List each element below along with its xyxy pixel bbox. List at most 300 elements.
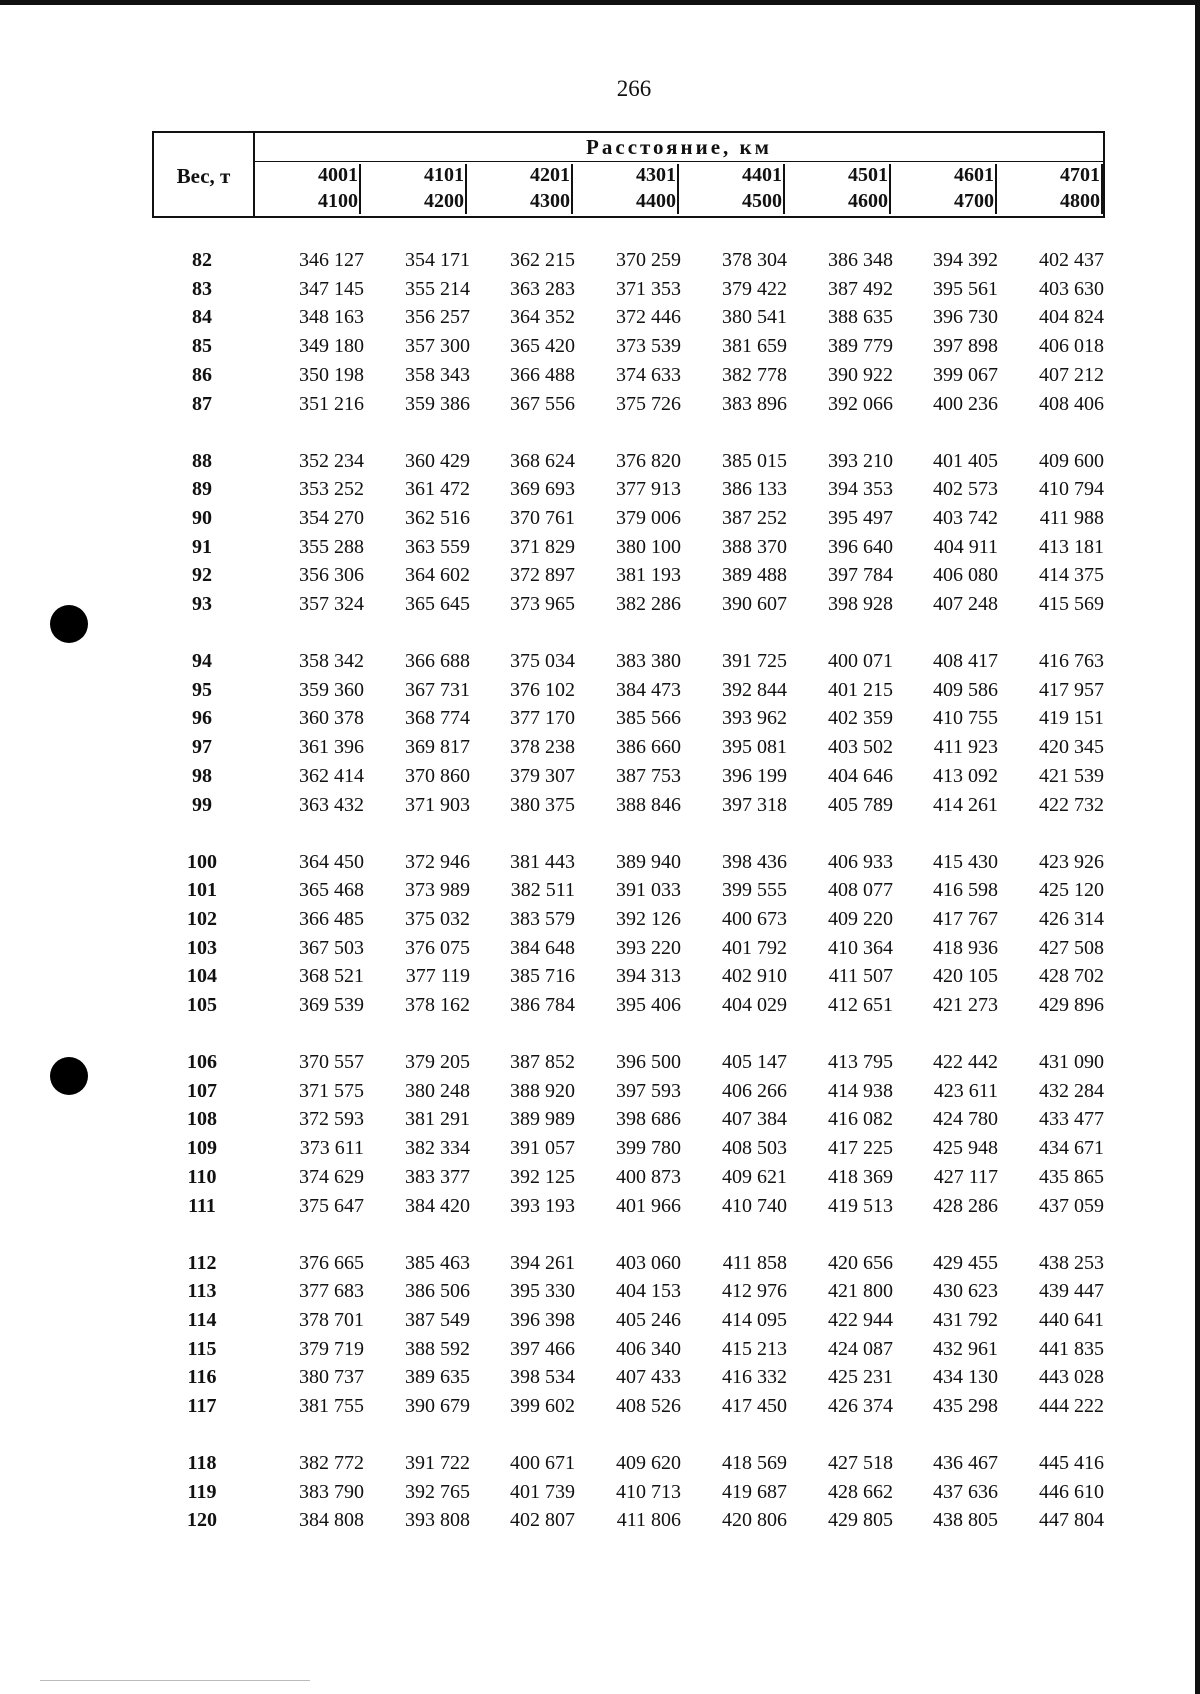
price-cell: 382 286	[616, 593, 681, 615]
table-row	[0, 1481, 1200, 1509]
price-cell: 413 181	[1039, 535, 1104, 558]
price-cell: 409 620	[616, 1452, 681, 1474]
weight-cell: 113	[187, 1280, 217, 1303]
price-cell: 385 566	[616, 707, 681, 730]
price-cell: 352 234	[299, 449, 364, 472]
price-cell: 394 261	[510, 1251, 575, 1274]
price-cell: 411 507	[828, 965, 893, 988]
price-cell: 408 503	[722, 1137, 787, 1160]
price-cell: 434 130	[933, 1366, 998, 1389]
price-cell: 397 898	[933, 335, 998, 358]
weight-cell: 102	[187, 907, 217, 930]
price-cell: 415 213	[722, 1337, 787, 1360]
column-divider	[1101, 164, 1103, 214]
price-cell: 426 374	[828, 1395, 893, 1417]
price-cell: 386 506	[405, 1280, 470, 1303]
price-cell: 438 253	[1039, 1251, 1104, 1274]
price-cell: 407 212	[1039, 363, 1104, 386]
weight-cell: 83	[192, 277, 212, 300]
weight-cell: 104	[187, 965, 217, 988]
price-cell: 389 488	[722, 564, 787, 587]
price-cell: 384 420	[405, 1194, 470, 1217]
price-cell: 386 348	[828, 249, 893, 271]
price-cell: 389 779	[828, 335, 893, 358]
price-cell: 413 092	[933, 764, 998, 787]
table-row	[0, 364, 1200, 392]
price-cell: 396 500	[616, 1051, 681, 1073]
price-cell: 366 688	[405, 650, 470, 672]
price-cell: 353 252	[299, 478, 364, 501]
price-cell: 346 127	[299, 249, 364, 271]
price-cell: 421 800	[828, 1280, 893, 1303]
price-cell: 420 806	[722, 1509, 787, 1532]
weight-cell: 118	[187, 1452, 217, 1474]
distance-column-header	[573, 162, 679, 216]
price-cell: 414 375	[1039, 564, 1104, 587]
price-cell: 348 163	[299, 306, 364, 329]
price-cell: 427 508	[1039, 936, 1104, 959]
price-cell: 418 569	[722, 1452, 787, 1474]
table-row	[0, 1080, 1200, 1108]
price-cell: 367 556	[510, 392, 575, 415]
price-cell: 414 938	[828, 1079, 893, 1102]
price-cell: 383 380	[616, 650, 681, 672]
price-cell: 386 784	[510, 994, 575, 1016]
price-cell: 379 006	[616, 506, 681, 529]
price-cell: 426 314	[1039, 907, 1104, 930]
price-cell: 446 610	[1039, 1480, 1104, 1503]
weight-cell: 90	[192, 506, 212, 529]
price-cell: 381 193	[616, 564, 681, 587]
price-cell: 384 648	[510, 936, 575, 959]
weight-cell: 99	[192, 793, 212, 816]
price-cell: 439 447	[1039, 1280, 1104, 1303]
price-cell: 371 575	[299, 1079, 364, 1102]
price-cell: 396 730	[933, 306, 998, 329]
weight-cell: 119	[187, 1480, 217, 1503]
price-cell: 399 067	[933, 363, 998, 386]
price-cell: 409 220	[828, 907, 893, 930]
price-cell: 347 145	[299, 277, 364, 300]
price-cell: 395 081	[722, 736, 787, 759]
price-cell: 361 396	[299, 736, 364, 759]
price-cell: 425 120	[1039, 879, 1104, 902]
price-cell: 402 573	[933, 478, 998, 501]
price-cell: 385 716	[510, 965, 575, 988]
price-cell: 402 359	[828, 707, 893, 730]
price-cell: 390 679	[405, 1395, 470, 1417]
price-cell: 416 332	[722, 1366, 787, 1389]
price-cell: 379 422	[722, 277, 787, 300]
price-cell: 396 640	[828, 535, 893, 558]
price-cell: 395 330	[510, 1280, 575, 1303]
price-cell: 428 286	[933, 1194, 998, 1217]
price-cell: 382 778	[722, 363, 787, 386]
price-cell: 362 414	[299, 764, 364, 787]
price-cell: 398 686	[616, 1108, 681, 1131]
table-row	[0, 1108, 1200, 1136]
price-cell: 354 270	[299, 506, 364, 529]
weight-cell: 94	[192, 650, 212, 672]
price-cell: 384 473	[616, 678, 681, 701]
price-cell: 389 989	[510, 1108, 575, 1131]
price-cell: 437 636	[933, 1480, 998, 1503]
range-from: 4701	[1060, 164, 1100, 186]
price-cell: 405 147	[722, 1051, 787, 1073]
weight-cell: 110	[187, 1165, 217, 1188]
price-cell: 373 989	[405, 879, 470, 902]
price-cell: 367 731	[405, 678, 470, 701]
price-cell: 415 569	[1039, 593, 1104, 615]
price-cell: 388 592	[405, 1337, 470, 1360]
price-cell: 377 119	[405, 965, 470, 988]
price-cell: 374 629	[299, 1165, 364, 1188]
price-cell: 404 153	[616, 1280, 681, 1303]
price-cell: 409 600	[1039, 449, 1104, 472]
weight-cell: 112	[187, 1251, 217, 1274]
price-cell: 370 860	[405, 764, 470, 787]
weight-cell: 100	[187, 850, 217, 873]
table-row	[0, 478, 1200, 506]
weight-cell: 82	[192, 249, 212, 271]
price-cell: 410 755	[933, 707, 998, 730]
price-cell: 378 304	[722, 249, 787, 271]
weight-cell: 114	[187, 1308, 217, 1331]
table-row	[0, 1051, 1200, 1079]
price-cell: 445 416	[1039, 1452, 1104, 1474]
price-cell: 398 928	[828, 593, 893, 615]
price-cell: 420 105	[933, 965, 998, 988]
table-row	[0, 994, 1200, 1022]
price-cell: 408 406	[1039, 392, 1104, 415]
price-cell: 410 740	[722, 1194, 787, 1217]
price-cell: 381 291	[405, 1108, 470, 1131]
price-cell: 369 817	[405, 736, 470, 759]
price-cell: 371 353	[616, 277, 681, 300]
price-cell: 412 976	[722, 1280, 787, 1303]
price-cell: 375 726	[616, 392, 681, 415]
price-cell: 416 082	[828, 1108, 893, 1131]
price-cell: 368 774	[405, 707, 470, 730]
price-cell: 438 805	[933, 1509, 998, 1532]
price-cell: 424 087	[828, 1337, 893, 1360]
table-row	[0, 794, 1200, 822]
price-cell: 394 392	[933, 249, 998, 271]
price-cell: 359 360	[299, 678, 364, 701]
price-cell: 424 780	[933, 1108, 998, 1131]
weight-cell: 107	[187, 1079, 217, 1102]
price-cell: 373 539	[616, 335, 681, 358]
weight-cell: 108	[187, 1108, 217, 1131]
range-from: 4301	[636, 164, 676, 186]
table-row	[0, 1309, 1200, 1337]
price-cell: 411 806	[616, 1509, 681, 1532]
table-row	[0, 937, 1200, 965]
price-cell: 363 432	[299, 793, 364, 816]
price-cell: 356 257	[405, 306, 470, 329]
price-cell: 370 557	[299, 1051, 364, 1073]
weight-cell: 103	[187, 936, 217, 959]
price-cell: 391 722	[405, 1452, 470, 1474]
price-cell: 413 795	[828, 1051, 893, 1073]
price-cell: 372 946	[405, 850, 470, 873]
price-cell: 431 792	[933, 1308, 998, 1331]
bottom-rule	[40, 1680, 310, 1681]
price-cell: 418 369	[828, 1165, 893, 1188]
price-cell: 400 236	[933, 392, 998, 415]
price-cell: 387 492	[828, 277, 893, 300]
price-cell: 388 846	[616, 793, 681, 816]
table-row	[0, 965, 1200, 993]
price-cell: 429 805	[828, 1509, 893, 1532]
price-cell: 392 125	[510, 1165, 575, 1188]
price-cell: 420 345	[1039, 736, 1104, 759]
weight-cell: 87	[192, 392, 212, 415]
price-cell: 419 687	[722, 1480, 787, 1503]
price-cell: 376 820	[616, 449, 681, 472]
price-cell: 396 398	[510, 1308, 575, 1331]
range-from: 4501	[848, 164, 888, 186]
price-cell: 366 485	[299, 907, 364, 930]
table-header	[152, 131, 1105, 218]
price-cell: 414 261	[933, 793, 998, 816]
weight-cell: 116	[187, 1366, 217, 1389]
price-cell: 447 804	[1039, 1509, 1104, 1532]
price-cell: 430 623	[933, 1280, 998, 1303]
price-cell: 402 807	[510, 1509, 575, 1532]
table-row	[0, 536, 1200, 564]
price-cell: 361 472	[405, 478, 470, 501]
table-row	[0, 1280, 1200, 1308]
price-cell: 418 936	[933, 936, 998, 959]
table-row	[0, 908, 1200, 936]
price-cell: 393 808	[405, 1509, 470, 1532]
price-cell: 383 377	[405, 1165, 470, 1188]
price-cell: 403 060	[616, 1251, 681, 1274]
price-cell: 401 739	[510, 1480, 575, 1503]
price-cell: 417 450	[722, 1395, 787, 1417]
price-cell: 409 621	[722, 1165, 787, 1188]
price-cell: 404 911	[933, 535, 998, 558]
distance-column-header	[361, 162, 467, 216]
price-cell: 432 961	[933, 1337, 998, 1360]
price-cell: 370 259	[616, 249, 681, 271]
price-cell: 405 246	[616, 1308, 681, 1331]
price-cell: 377 170	[510, 707, 575, 730]
price-cell: 431 090	[1039, 1051, 1104, 1073]
price-cell: 427 518	[828, 1452, 893, 1474]
price-cell: 383 790	[299, 1480, 364, 1503]
price-cell: 387 852	[510, 1051, 575, 1073]
price-cell: 420 656	[828, 1251, 893, 1274]
distance-column-header	[467, 162, 573, 216]
price-cell: 389 940	[616, 850, 681, 873]
price-cell: 396 199	[722, 764, 787, 787]
distance-column-header	[997, 162, 1103, 216]
price-cell: 380 541	[722, 306, 787, 329]
price-cell: 404 646	[828, 764, 893, 787]
weight-cell: 111	[188, 1194, 216, 1217]
price-cell: 408 417	[933, 650, 998, 672]
table-row	[0, 851, 1200, 879]
price-cell: 433 477	[1039, 1108, 1104, 1131]
price-cell: 386 133	[722, 478, 787, 501]
price-cell: 372 593	[299, 1108, 364, 1131]
price-cell: 378 238	[510, 736, 575, 759]
price-cell: 364 602	[405, 564, 470, 587]
table-row	[0, 335, 1200, 363]
price-cell: 362 215	[510, 249, 575, 271]
distance-column-header	[255, 162, 361, 216]
price-cell: 350 198	[299, 363, 364, 386]
price-cell: 411 988	[1039, 506, 1104, 529]
weight-cell: 105	[187, 994, 217, 1016]
range-to: 4500	[742, 190, 782, 212]
price-cell: 379 719	[299, 1337, 364, 1360]
price-cell: 381 659	[722, 335, 787, 358]
price-cell: 399 780	[616, 1137, 681, 1160]
price-cell: 372 446	[616, 306, 681, 329]
table-row	[0, 306, 1200, 334]
price-cell: 357 324	[299, 593, 364, 615]
price-cell: 391 057	[510, 1137, 575, 1160]
price-cell: 373 611	[299, 1137, 364, 1160]
price-cell: 423 926	[1039, 850, 1104, 873]
price-cell: 392 066	[828, 392, 893, 415]
price-cell: 385 463	[405, 1251, 470, 1274]
price-cell: 399 602	[510, 1395, 575, 1417]
price-cell: 434 671	[1039, 1137, 1104, 1160]
price-cell: 395 561	[933, 277, 998, 300]
price-cell: 390 607	[722, 593, 787, 615]
table-row	[0, 650, 1200, 678]
table-row	[0, 1366, 1200, 1394]
weight-cell: 86	[192, 363, 212, 386]
price-cell: 364 352	[510, 306, 575, 329]
price-cell: 409 586	[933, 678, 998, 701]
price-cell: 387 252	[722, 506, 787, 529]
weight-cell: 120	[187, 1509, 217, 1532]
price-cell: 363 283	[510, 277, 575, 300]
price-cell: 349 180	[299, 335, 364, 358]
price-cell: 435 298	[933, 1395, 998, 1417]
price-cell: 376 075	[405, 936, 470, 959]
price-cell: 402 437	[1039, 249, 1104, 271]
weight-cell: 115	[187, 1337, 217, 1360]
price-cell: 436 467	[933, 1452, 998, 1474]
distance-column-header	[891, 162, 997, 216]
price-cell: 359 386	[405, 392, 470, 415]
price-cell: 388 370	[722, 535, 787, 558]
price-cell: 404 824	[1039, 306, 1104, 329]
price-cell: 425 948	[933, 1137, 998, 1160]
weight-cell: 93	[192, 593, 212, 615]
table-row	[0, 1509, 1200, 1537]
table-row	[0, 1252, 1200, 1280]
price-cell: 398 436	[722, 850, 787, 873]
price-cell: 390 922	[828, 363, 893, 386]
price-cell: 370 761	[510, 506, 575, 529]
price-cell: 406 340	[616, 1337, 681, 1360]
price-cell: 387 549	[405, 1308, 470, 1331]
price-cell: 401 966	[616, 1194, 681, 1217]
price-cell: 395 406	[616, 994, 681, 1016]
price-cell: 381 443	[510, 850, 575, 873]
price-cell: 368 521	[299, 965, 364, 988]
price-cell: 360 429	[405, 449, 470, 472]
price-cell: 435 865	[1039, 1165, 1104, 1188]
price-cell: 416 763	[1039, 650, 1104, 672]
weight-cell: 88	[192, 449, 212, 472]
price-cell: 392 126	[616, 907, 681, 930]
price-cell: 414 095	[722, 1308, 787, 1331]
price-cell: 401 215	[828, 678, 893, 701]
price-cell: 383 579	[510, 907, 575, 930]
table-row	[0, 1338, 1200, 1366]
price-cell: 429 896	[1039, 994, 1104, 1016]
price-cell: 399 555	[722, 879, 787, 902]
range-from: 4001	[318, 164, 358, 186]
price-cell: 391 033	[616, 879, 681, 902]
table-row	[0, 1166, 1200, 1194]
table-row	[0, 736, 1200, 764]
price-cell: 394 313	[616, 965, 681, 988]
price-cell: 365 645	[405, 593, 470, 615]
price-cell: 371 829	[510, 535, 575, 558]
price-cell: 406 266	[722, 1079, 787, 1102]
price-cell: 393 962	[722, 707, 787, 730]
price-cell: 388 920	[510, 1079, 575, 1102]
table-row	[0, 393, 1200, 421]
price-cell: 400 671	[510, 1452, 575, 1474]
price-cell: 376 665	[299, 1251, 364, 1274]
price-cell: 428 662	[828, 1480, 893, 1503]
weight-header-label: Вес, т	[176, 164, 231, 188]
price-cell: 416 598	[933, 879, 998, 902]
weight-cell: 85	[192, 335, 212, 358]
weight-cell: 92	[192, 564, 212, 587]
price-cell: 407 384	[722, 1108, 787, 1131]
price-cell: 397 784	[828, 564, 893, 587]
price-cell: 376 102	[510, 678, 575, 701]
price-cell: 375 034	[510, 650, 575, 672]
price-cell: 382 334	[405, 1137, 470, 1160]
price-cell: 380 100	[616, 535, 681, 558]
price-cell: 422 442	[933, 1051, 998, 1073]
price-cell: 437 059	[1039, 1194, 1104, 1217]
price-cell: 441 835	[1039, 1337, 1104, 1360]
price-cell: 411 923	[933, 736, 998, 759]
price-cell: 400 673	[722, 907, 787, 930]
range-from: 4401	[742, 164, 782, 186]
price-cell: 443 028	[1039, 1366, 1104, 1389]
range-to: 4300	[530, 190, 570, 212]
price-cell: 379 205	[405, 1051, 470, 1073]
price-cell: 382 511	[510, 879, 575, 902]
range-to: 4100	[318, 190, 358, 212]
price-cell: 397 466	[510, 1337, 575, 1360]
price-cell: 406 018	[1039, 335, 1104, 358]
price-cell: 375 647	[299, 1194, 364, 1217]
weight-cell: 109	[187, 1137, 217, 1160]
price-cell: 425 231	[828, 1366, 893, 1389]
weight-cell: 106	[187, 1051, 217, 1073]
price-cell: 380 375	[510, 793, 575, 816]
price-cell: 408 077	[828, 879, 893, 902]
price-cell: 392 765	[405, 1480, 470, 1503]
range-from: 4201	[530, 164, 570, 186]
price-cell: 402 910	[722, 965, 787, 988]
